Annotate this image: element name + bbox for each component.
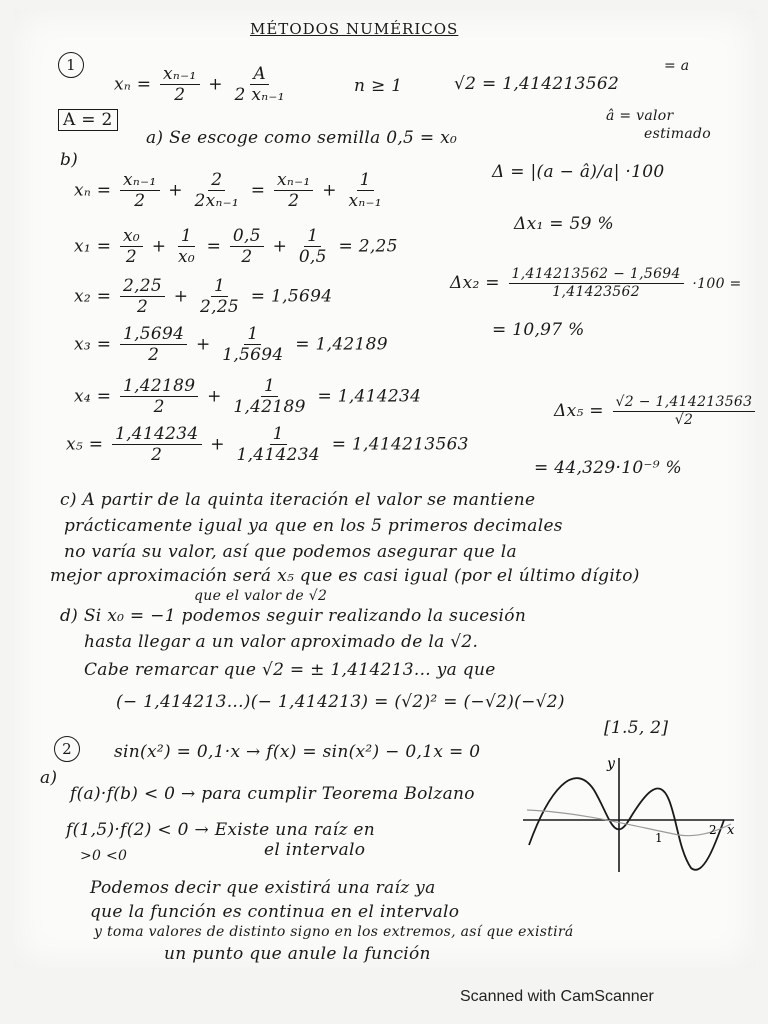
- sqrt-value: √2 = 1,414213562: [454, 74, 620, 94]
- graph-tick-1: 1: [655, 831, 663, 845]
- part-d-line4: (− 1,414213...)(− 1,414213) = (√2)² = (−√2)(−√2): [116, 692, 565, 712]
- conclusion-line2: que la función es continua en el intervalo: [90, 902, 460, 922]
- problem-1-number: 1: [58, 52, 84, 78]
- graph-x-label: x: [727, 823, 735, 838]
- part-d-line1: d) Si x₀ = −1 podemos seguir realizando la sucesión: [60, 606, 527, 626]
- delta-definition: Δ = |(a − â)/a| ·100: [492, 162, 665, 182]
- dx5-result: = 44,329·10⁻⁹ %: [534, 458, 683, 478]
- part-a: a) Se escoge como semilla 0,5 = x₀: [146, 128, 458, 148]
- existence-line: f(1,5)·f(2) < 0 → Existe una raíz en: [66, 820, 376, 840]
- sign-notes: >0 <0: [80, 848, 128, 864]
- page-title: MÉTODOS NUMÉRICOS: [250, 20, 459, 38]
- sqrt-tag: = a: [664, 58, 690, 74]
- x1-row: x₁ = $\frac{\text{x₀}}{2}$ + $\frac{1}{\text{x₀}}$ = $\frac{0,5}{2}$ + $\frac{1}{0,5}$ = 2,25: [74, 226, 398, 268]
- part-c-line4: mejor aproximación será x₅ que es casi igual (por el último dígito): [50, 566, 640, 586]
- x4-row: x₄ = $\frac{1,42189}{2}$ + $\frac{1}{1,42189}$ = 1,414234: [74, 376, 422, 418]
- dx1: Δx₁ = 59 %: [514, 214, 614, 234]
- x3-row: x₃ = $\frac{1,5694}{2}$ + $\frac{1}{1,5694}$ = 1,42189: [74, 324, 388, 366]
- part-b-label: b): [60, 150, 79, 170]
- ahat-note-2: estimado: [644, 126, 711, 142]
- iteration-formula: xₙ = $\frac{\text{xₙ₋₁}}{2}$ + $\frac{A}{\text{2 xₙ₋₁}}$: [114, 64, 285, 106]
- part-a-label-2: a): [40, 768, 58, 788]
- b-row1: xₙ = $\frac{\text{xₙ₋₁}}{2}$ + $\frac{2}{\text{2xₙ₋₁}}$ = $\frac{\text{xₙ₋₁}}{2}$ + $\frac{1}{\text{xₙ₋₁}}$: [74, 170, 382, 212]
- conclusion-line4: un punto que anule la función: [164, 944, 431, 964]
- x5-row: x₅ = $\frac{1,414234}{2}$ + $\frac{1}{1,414234}$ = 1,414213563: [66, 424, 469, 466]
- a-value-box: A = 2: [58, 110, 118, 130]
- existence-line-b: el intervalo: [264, 840, 366, 860]
- x2-row: x₂ = $\frac{2,25}{2}$ + $\frac{1}{2,25}$ = 1,5694: [74, 276, 333, 318]
- notebook-page: [14, 10, 756, 968]
- conclusion-line1: Podemos decir que existirá una raíz ya: [90, 878, 436, 898]
- graph-y-label: y: [607, 756, 615, 772]
- curve-line: [527, 810, 731, 836]
- interval: [1.5, 2]: [604, 718, 669, 738]
- part-c-line3: no varía su valor, así que podemos asegurar que la: [64, 542, 517, 562]
- dx2: Δx₂ = $\frac{1,414213562 - 1,5694}{1,41423562}$ ·100 =: [450, 266, 742, 300]
- bolzano-line: f(a)·f(b) < 0 → para cumplir Teorema Bolzano: [70, 784, 475, 804]
- part-d-line3: Cabe remarcar que √2 = ± 1,414213... ya que: [84, 660, 496, 680]
- function-sketch: [519, 750, 744, 880]
- problem-2-equation: sin(x²) = 0,1·x → f(x) = sin(x²) − 0,1x = 0: [114, 742, 481, 762]
- problem-2-number: 2: [54, 736, 80, 762]
- scanner-watermark: Scanned with CamScanner: [460, 988, 654, 1005]
- conclusion-line3: y toma valores de distinto signo en los extremos, así que existirá: [94, 924, 574, 940]
- dx2-result: = 10,97 %: [492, 320, 585, 340]
- part-d-line2: hasta llegar a un valor aproximado de la √2.: [84, 632, 479, 652]
- ahat-note-1: â = valor: [606, 108, 674, 124]
- part-c-line5: que el valor de √2: [194, 588, 328, 604]
- dx5: Δx₅ = $\frac{√2 - 1,414213563}{√2}$: [554, 394, 758, 429]
- graph-tick-2: 2: [709, 823, 717, 837]
- part-c-line1: c) A partir de la quinta iteración el valor se mantiene: [60, 490, 536, 510]
- part-c-line2: prácticamente igual ya que en los 5 primeros decimales: [64, 516, 563, 536]
- condition: n ≥ 1: [354, 76, 403, 96]
